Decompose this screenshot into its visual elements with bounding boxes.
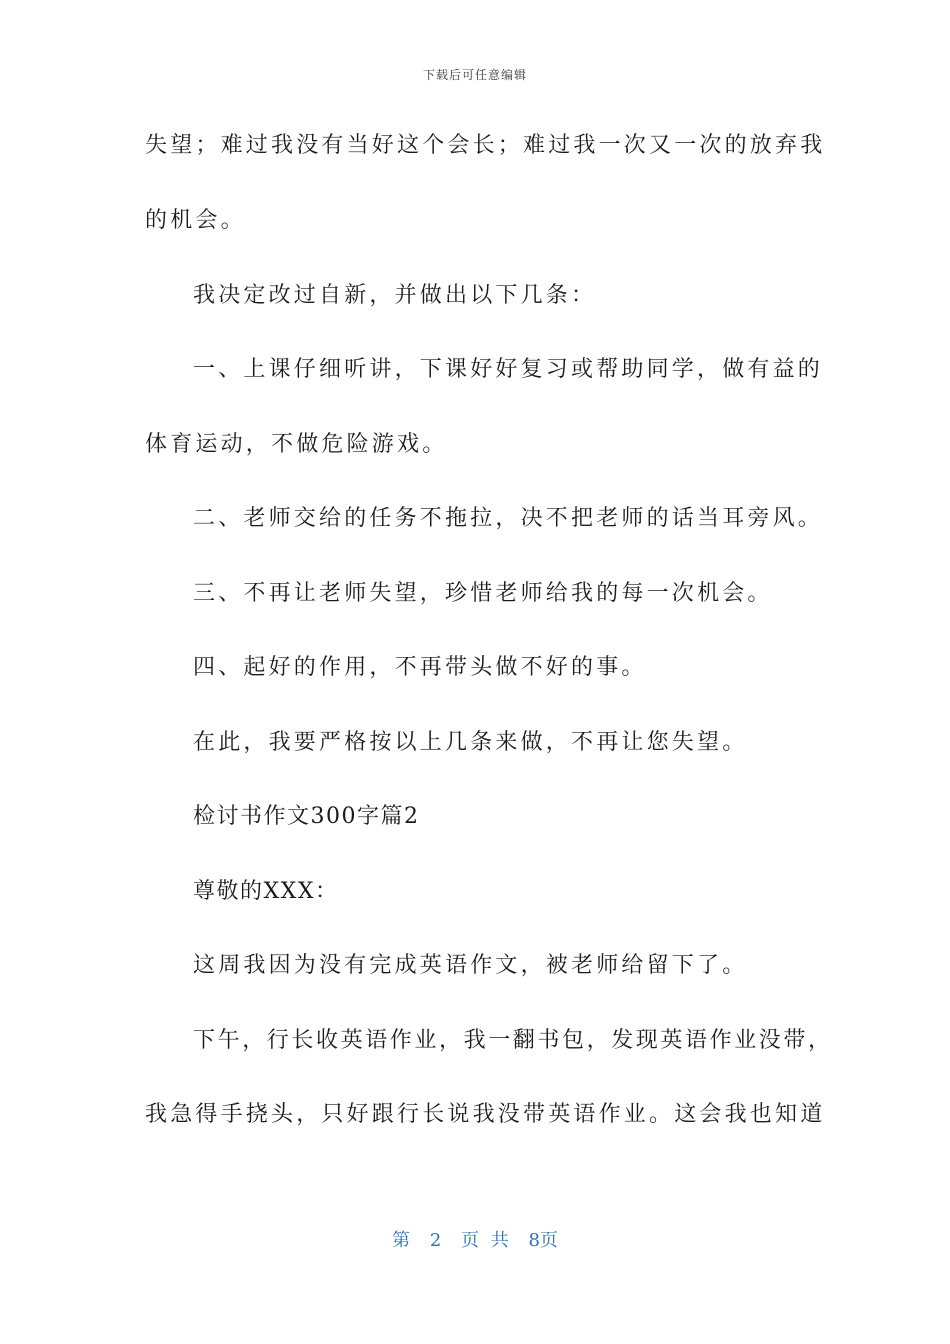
paragraph-line: 二、老师交给的任务不拖拉，决不把老师的话当耳旁风。 <box>193 506 824 531</box>
salutation: 尊敬的XXX： <box>193 879 339 904</box>
page-footer <box>0 1226 950 1252</box>
section-title: 检讨书作文300字篇2 <box>193 804 420 829</box>
paragraph-line: 我决定改过自新，并做出以下几条： <box>193 283 597 308</box>
paragraph-line: 三、不再让老师失望，珍惜老师给我的每一次机会。 <box>193 581 773 606</box>
paragraph-line: 失望；难过我没有当好这个会长；难过我一次又一次的放弃我 <box>145 133 826 158</box>
paragraph-line: 四、起好的作用，不再带头做不好的事。 <box>193 655 647 680</box>
footer-current-page: 2 <box>429 1230 442 1251</box>
paragraph-line: 在此，我要严格按以上几条来做，不再让您失望。 <box>193 730 748 755</box>
paragraph-line: 我急得手挠头，只好跟行长说我没带英语作业。这会我也知道 <box>145 1102 826 1127</box>
page-header: 下载后可任意编辑 <box>422 68 527 82</box>
footer-middle: 页 共 <box>461 1230 509 1251</box>
paragraph-line: 体育运动，不做危险游戏。 <box>145 432 448 457</box>
footer-total-pages: 8页 <box>528 1230 558 1251</box>
paragraph-line: 下午，行长收英语作业，我一翻书包，发现英语作业没带， <box>193 1028 833 1053</box>
paragraph-line: 这周我因为没有完成英语作文，被老师给留下了。 <box>193 953 748 978</box>
paragraph-line: 的机会。 <box>145 208 246 233</box>
footer-prefix: 第 <box>392 1230 411 1251</box>
paragraph-line: 一、上课仔细听讲，下课好好复习或帮助同学，做有益的 <box>193 357 824 382</box>
